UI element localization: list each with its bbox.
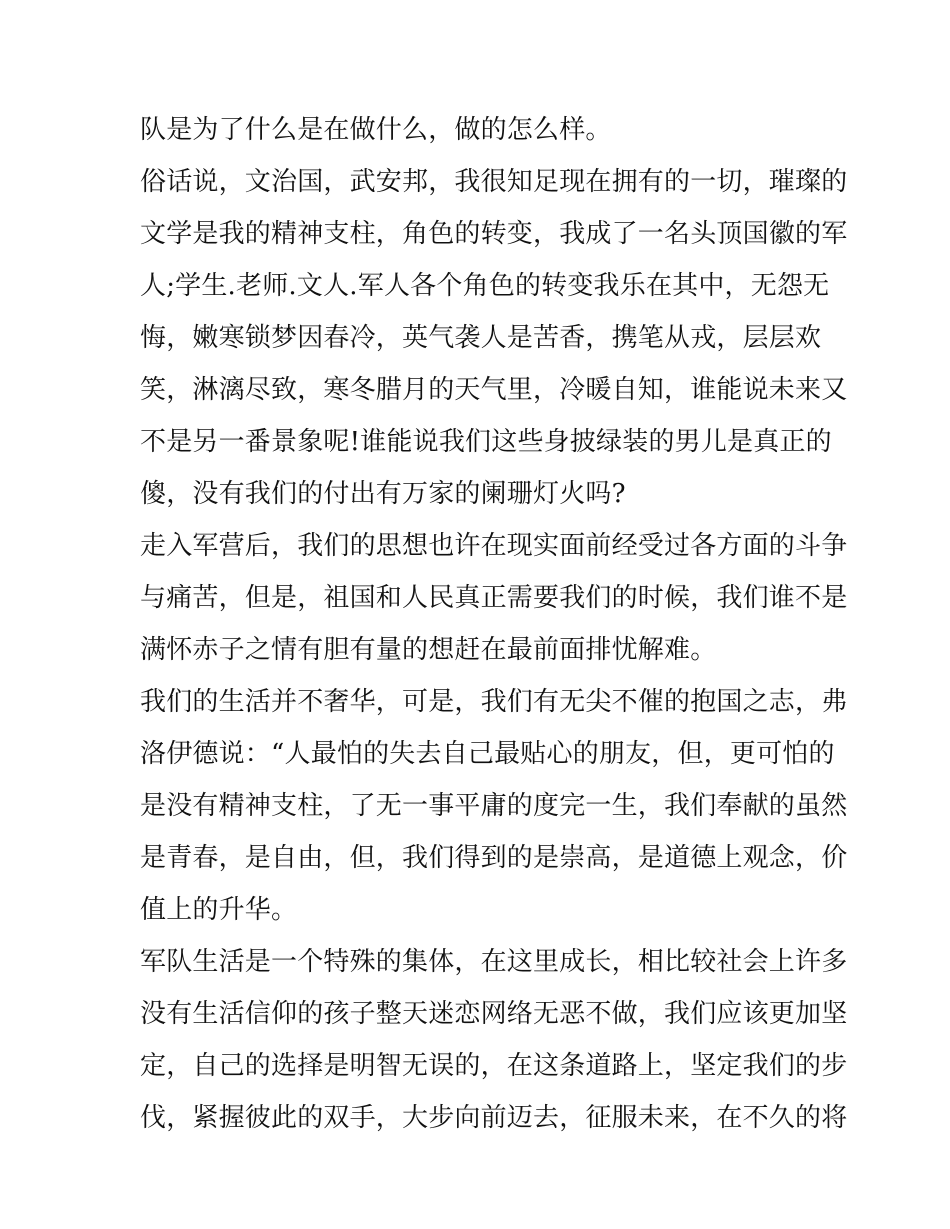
text-line: 人;学生.老师.文人.军人各个角色的转变我乐在其中，无怨无 [140, 271, 830, 301]
text-line: 文学是我的精神支柱，角色的转变，我成了一名头顶国徽的军 [140, 219, 848, 249]
text-line: 我们的生活并不奢华，可是，我们有无尖不催的抱国之志，弗 [140, 687, 848, 717]
document-body [140, 104, 848, 1144]
text-line: 不是另一番景象呢!谁能说我们这些身披绿装的男儿是真正的 [140, 427, 832, 457]
text-line: 俗话说，文治国，武安邦，我很知足现在拥有的一切，璀璨的 [140, 167, 848, 197]
text-line: 走入军营后，我们的思想也许在现实面前经受过各方面的斗争 [140, 531, 848, 561]
text-line: 军队生活是一个特殊的集体，在这里成长，相比较社会上许多 [140, 947, 848, 977]
text-line: 是青春，是自由，但，我们得到的是崇高，是道德上观念，价 [140, 843, 848, 873]
text-line: 伐，紧握彼此的双手，大步向前迈去，征服未来，在不久的将 [140, 1103, 848, 1133]
text-line: 与痛苦，但是，祖国和人民真正需要我们的时候，我们谁不是 [140, 583, 848, 613]
text-line: 队是为了什么是在做什么，做的怎么样。 [140, 115, 612, 145]
text-line: 定，自己的选择是明智无误的，在这条道路上，坚定我们的步 [140, 1051, 848, 1081]
text-line: 值上的升华。 [140, 895, 298, 925]
text-line: 是没有精神支柱，了无一事平庸的度完一生，我们奉献的虽然 [140, 791, 848, 821]
text-line: 没有生活信仰的孩子整天迷恋网络无恶不做，我们应该更加坚 [140, 999, 848, 1029]
text-line: 满怀赤子之情有胆有量的想赶在最前面排忧解难。 [140, 635, 717, 665]
text-line: 悔，嫩寒锁梦因春冷，英气袭人是苦香，携笔从戎，层层欢 [140, 323, 822, 353]
text-line: 笑，淋漓尽致，寒冬腊月的天气里，冷暖自知，谁能说未来又 [140, 375, 848, 405]
text-line: 傻，没有我们的付出有万家的阑珊灯火吗? [140, 479, 626, 509]
text-line: 洛伊德说：“人最怕的失去自己最贴心的朋友，但，更可怕的 [140, 739, 835, 769]
